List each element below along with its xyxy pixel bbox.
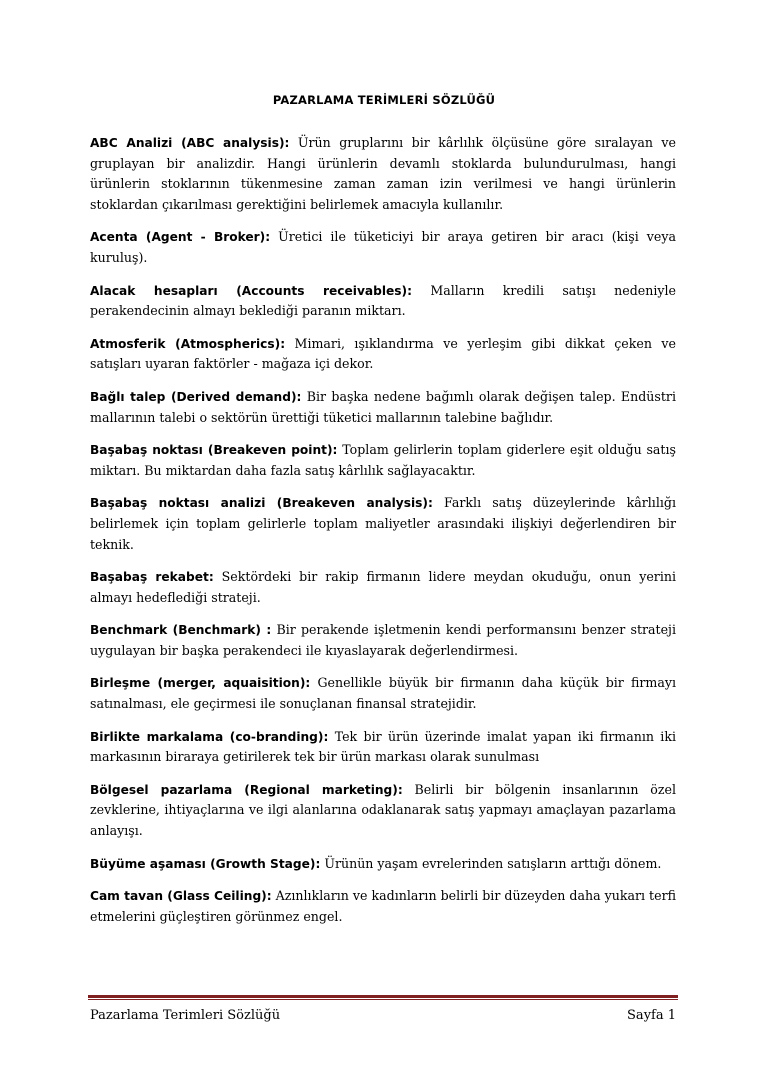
glossary-entry xyxy=(90,227,676,268)
entry-term: Başabaş noktası analizi (Breakeven analysis): xyxy=(90,496,433,511)
footer-divider-thick xyxy=(88,995,678,998)
entry-definition: Malların kredili satışı nedeniyle perakendecinin almayı beklediği paranın miktarı. xyxy=(90,282,676,319)
entry-term: Başabaş rekabet: xyxy=(90,570,214,585)
entry-term: Büyüme aşaması (Growth Stage): xyxy=(90,856,321,871)
entry-definition: Mimari, ışıklandırma ve yerleşim gibi dikkat çeken ve satışları uyaran faktörler - mağaza içi dekor. xyxy=(90,335,676,372)
footer-document-title: Pazarlama Terimleri Sözlüğü xyxy=(90,1008,281,1023)
glossary-entry xyxy=(90,727,676,768)
glossary-entries xyxy=(90,133,676,939)
entry-definition: Bir başka nedene bağımlı olarak değişen talep. Endüstri mallarının talebi o sektörün ürettiği tüketici mallarının talebine bağlıdır. xyxy=(90,388,676,425)
entry-definition: Bir perakende işletmenin kendi performansını benzer strateji uygulayan bir başka perakendeci ile kıyaslayarak değerlendirmesi. xyxy=(90,622,676,658)
footer-divider xyxy=(88,995,678,1000)
glossary-entry xyxy=(90,673,676,714)
entry-term: Bölgesel pazarlama (Regional marketing): xyxy=(90,782,403,797)
glossary-entry xyxy=(90,387,676,428)
glossary-entry xyxy=(90,886,676,927)
glossary-entry xyxy=(90,780,676,842)
entry-definition: Genellikle büyük bir firmanın daha küçük bir firmayı satınalması, ele geçirmesi ile sonuçlanan finansal stratejidir. xyxy=(90,675,676,712)
footer-page-number: Sayfa 1 xyxy=(627,1008,676,1023)
glossary-entry xyxy=(90,281,676,322)
entry-term: ABC Analizi (ABC analysis): xyxy=(90,136,290,150)
entry-definition: Tek bir ürün üzerinde imalat yapan iki firmanın iki markasının biraraya getirilerek tek bir ürün markası olarak sunulması xyxy=(90,728,676,765)
glossary-entry xyxy=(90,440,676,481)
glossary-entry xyxy=(90,854,676,875)
entry-definition: Sektördeki bir rakip firmanın lidere meydan okuduğu, onun yerini almayı hedeflediği strateji. xyxy=(90,569,676,605)
entry-definition: Farklı satış düzeylerinde kârlılığı belirlemek için toplam gelirlerle toplam maliyetler arasındaki ilişkiyi değerlendiren bir teknik. xyxy=(90,495,676,552)
glossary-entry xyxy=(90,620,676,661)
entry-term: Alacak hesapları (Accounts receivables): xyxy=(90,283,413,298)
entry-term: Birleşme (merger, aquaisition): xyxy=(90,676,311,691)
entry-definition: Ürün gruplarını bir kârlılık ölçüsüne göre sıralayan ve gruplayan bir analizdir. Hangi ürünlerin devamlı stoklarda bulundurulması, hangi ürünlerin stoklarının tükenmesine zaman zaman izin verilmesi ve hangi ürünlerin stoklardan çıkarılması gerektiğini belirlemek amacıyla kullanılır. xyxy=(90,135,676,212)
entry-definition: Toplam gelirlerin toplam giderlere eşit olduğu satış miktarı. Bu miktardan daha fazla satış kârlılık sağlayacaktır. xyxy=(90,442,676,478)
entry-term: Bağlı talep (Derived demand): xyxy=(90,389,302,404)
entry-definition: Üretici ile tüketiciyi bir araya getiren bir aracı (kişi veya kuruluş). xyxy=(90,229,676,265)
entry-term: Benchmark (Benchmark) : xyxy=(90,623,272,638)
entry-term: Birlikte markalama (co-branding): xyxy=(90,729,329,744)
entry-term: Başabaş noktası (Breakeven point): xyxy=(90,443,338,458)
entry-definition: Azınlıkların ve kadınların belirli bir düzeyden daha yukarı terfi etmelerini güçleştiren görünmez engel. xyxy=(90,888,676,924)
entry-definition: Belirli bir bölgenin insanlarının özel zevklerine, ihtiyaçlarına ve ilgi alanlarına odaklanarak satış yapmayı amaçlayan pazarlama anlayışı. xyxy=(90,781,676,839)
page-title: PAZARLAMA TERİMLERİ SÖZLÜĞÜ xyxy=(272,93,496,107)
glossary-entry xyxy=(90,334,676,375)
glossary-entry xyxy=(90,133,676,215)
glossary-entry xyxy=(90,567,676,608)
entry-definition: Ürünün yaşam evrelerinden satışların arttığı dönem. xyxy=(324,855,662,871)
entry-term: Atmosferik (Atmospherics): xyxy=(90,336,286,351)
footer-divider-thin xyxy=(88,999,678,1000)
entry-term: Cam tavan (Glass Ceiling): xyxy=(90,889,272,904)
entry-term: Acenta (Agent - Broker): xyxy=(90,230,271,245)
glossary-entry xyxy=(90,493,676,555)
